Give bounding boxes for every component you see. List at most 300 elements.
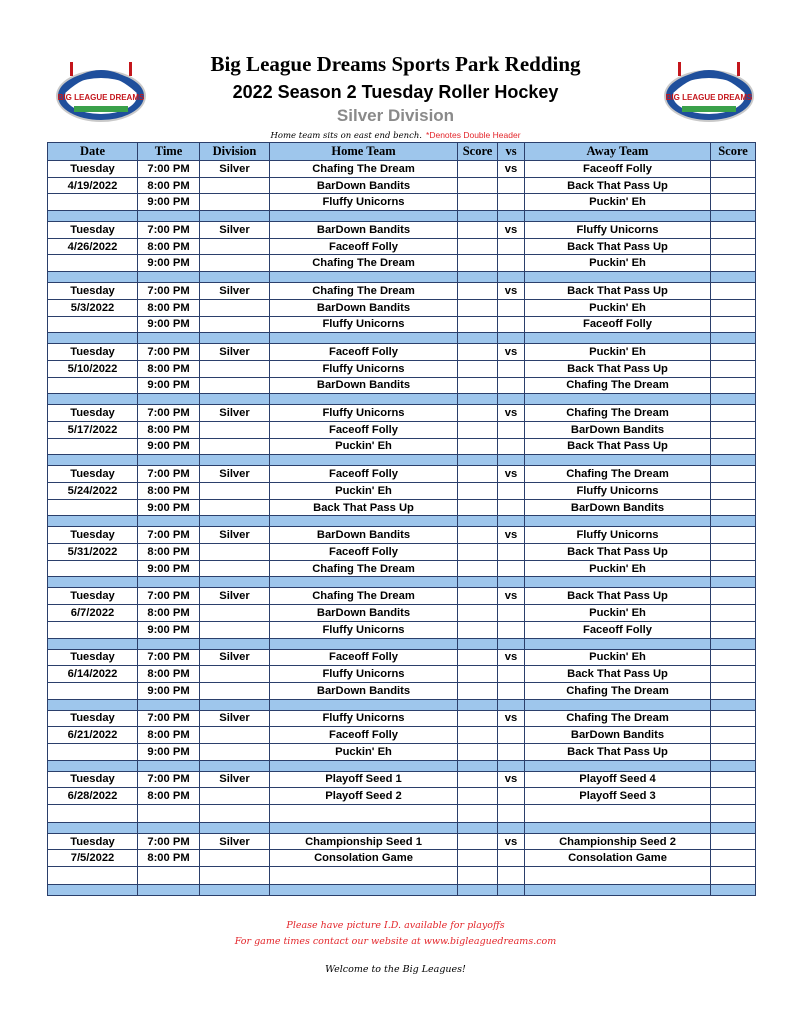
home-score-cell — [458, 605, 498, 622]
division-cell — [200, 743, 270, 760]
time-cell — [138, 805, 200, 823]
separator-cell — [200, 455, 270, 466]
away-score-cell — [711, 483, 756, 500]
home-score-cell — [458, 743, 498, 760]
separator-cell — [48, 455, 138, 466]
separator-cell — [498, 211, 525, 222]
separator-cell — [138, 822, 200, 833]
away-team-cell: Puckin' Eh — [525, 344, 711, 361]
separator-cell — [498, 577, 525, 588]
away-score-cell — [711, 255, 756, 272]
vs-cell: vs — [498, 588, 525, 605]
game-row — [48, 283, 756, 300]
away-team-cell: BarDown Bandits — [525, 727, 711, 744]
away-score-cell — [711, 788, 756, 805]
home-score-cell — [458, 727, 498, 744]
home-team-cell: Chafing The Dream — [270, 161, 458, 178]
division-cell — [200, 544, 270, 561]
vs-cell — [498, 727, 525, 744]
division-cell — [200, 788, 270, 805]
division-title: Silver Division — [336, 106, 455, 125]
division-cell — [200, 850, 270, 867]
vs-cell: vs — [498, 527, 525, 544]
home-score-cell — [458, 283, 498, 300]
division-cell: Silver — [200, 283, 270, 300]
away-team-cell: Back That Pass Up — [525, 743, 711, 760]
home-team-cell: Faceoff Folly — [270, 727, 458, 744]
game-row — [48, 466, 756, 483]
division-cell — [200, 194, 270, 211]
separator-cell — [270, 699, 458, 710]
separator-cell — [711, 272, 756, 283]
separator-cell — [138, 699, 200, 710]
separator-cell — [458, 822, 498, 833]
date-cell: Tuesday — [48, 222, 138, 239]
vs-cell — [498, 499, 525, 516]
away-score-cell — [711, 649, 756, 666]
time-cell: 7:00 PM — [138, 283, 200, 300]
home-team-cell: Chafing The Dream — [270, 255, 458, 272]
game-row — [48, 710, 756, 727]
date-cell: Tuesday — [48, 588, 138, 605]
date-cell: 6/14/2022 — [48, 666, 138, 683]
away-score-cell — [711, 316, 756, 333]
double-header-note: *Denotes Double Header — [426, 130, 521, 140]
website-note: For game times contact our website at www.bigleaguedreams.com — [234, 936, 557, 947]
separator-cell — [200, 822, 270, 833]
separator-cell — [200, 272, 270, 283]
time-cell: 8:00 PM — [138, 727, 200, 744]
time-cell: 9:00 PM — [138, 499, 200, 516]
home-team-cell: Faceoff Folly — [270, 544, 458, 561]
date-cell: 4/19/2022 — [48, 177, 138, 194]
away-team-cell — [525, 867, 711, 885]
away-score-cell — [711, 605, 756, 622]
separator-cell — [458, 884, 498, 895]
division-cell — [200, 360, 270, 377]
home-score-cell — [458, 299, 498, 316]
home-score-cell — [458, 222, 498, 239]
home-score-cell — [458, 499, 498, 516]
schedule-body — [48, 161, 756, 896]
col-home-score: Score — [458, 143, 498, 161]
home-team-cell: Faceoff Folly — [270, 466, 458, 483]
vs-cell — [498, 867, 525, 885]
separator-cell — [200, 394, 270, 405]
bench-note-text: Home team sits on east end bench. — [270, 131, 423, 141]
division-cell — [200, 682, 270, 699]
separator-cell — [200, 638, 270, 649]
game-row — [48, 771, 756, 788]
home-score-cell — [458, 316, 498, 333]
home-score-cell — [458, 788, 498, 805]
week-separator — [48, 699, 756, 710]
time-cell: 7:00 PM — [138, 771, 200, 788]
separator-cell — [525, 272, 711, 283]
separator-cell — [711, 760, 756, 771]
time-cell: 8:00 PM — [138, 605, 200, 622]
away-score-cell — [711, 727, 756, 744]
col-division: Division — [200, 143, 270, 161]
home-team-cell: BarDown Bandits — [270, 605, 458, 622]
separator-cell — [498, 884, 525, 895]
game-row — [48, 421, 756, 438]
separator-cell — [48, 884, 138, 895]
time-cell: 7:00 PM — [138, 833, 200, 850]
game-row — [48, 299, 756, 316]
header-row — [48, 143, 756, 161]
away-score-cell — [711, 850, 756, 867]
week-separator — [48, 638, 756, 649]
away-team-cell: Back That Pass Up — [525, 438, 711, 455]
time-cell: 8:00 PM — [138, 421, 200, 438]
division-cell: Silver — [200, 649, 270, 666]
away-team-cell: Playoff Seed 4 — [525, 771, 711, 788]
division-cell — [200, 867, 270, 885]
playoff-id-note: Please have picture I.D. available for playoffs — [286, 920, 505, 931]
division-cell — [200, 316, 270, 333]
separator-cell — [270, 760, 458, 771]
home-team-cell: Fluffy Unicorns — [270, 666, 458, 683]
division-cell: Silver — [200, 344, 270, 361]
bench-note — [0, 130, 791, 141]
date-cell: Tuesday — [48, 161, 138, 178]
home-score-cell — [458, 544, 498, 561]
game-row — [48, 588, 756, 605]
date-cell — [48, 867, 138, 885]
division-cell: Silver — [200, 588, 270, 605]
time-cell: 9:00 PM — [138, 438, 200, 455]
home-team-cell: Faceoff Folly — [270, 238, 458, 255]
separator-cell — [48, 394, 138, 405]
game-row — [48, 177, 756, 194]
time-cell: 7:00 PM — [138, 161, 200, 178]
col-date: Date — [48, 143, 138, 161]
separator-cell — [458, 455, 498, 466]
game-row — [48, 605, 756, 622]
time-cell: 9:00 PM — [138, 621, 200, 638]
time-cell: 9:00 PM — [138, 743, 200, 760]
home-score-cell — [458, 560, 498, 577]
division-cell — [200, 560, 270, 577]
separator-cell — [138, 394, 200, 405]
time-cell: 8:00 PM — [138, 177, 200, 194]
division-cell — [200, 177, 270, 194]
away-score-cell — [711, 588, 756, 605]
week-separator — [48, 884, 756, 895]
game-row — [48, 344, 756, 361]
home-score-cell — [458, 527, 498, 544]
away-score-cell — [711, 833, 756, 850]
home-team-cell: BarDown Bandits — [270, 177, 458, 194]
time-cell: 8:00 PM — [138, 850, 200, 867]
separator-cell — [270, 638, 458, 649]
col-home-team: Home Team — [270, 143, 458, 161]
vs-cell — [498, 177, 525, 194]
away-team-cell — [525, 805, 711, 823]
separator-cell — [270, 211, 458, 222]
separator-cell — [711, 455, 756, 466]
away-score-cell — [711, 161, 756, 178]
separator-cell — [48, 272, 138, 283]
vs-cell: vs — [498, 344, 525, 361]
vs-cell: vs — [498, 710, 525, 727]
time-cell: 8:00 PM — [138, 299, 200, 316]
game-row — [48, 560, 756, 577]
home-score-cell — [458, 255, 498, 272]
away-score-cell — [711, 867, 756, 885]
separator-cell — [711, 394, 756, 405]
date-cell — [48, 682, 138, 699]
separator-cell — [498, 760, 525, 771]
separator-cell — [711, 211, 756, 222]
vs-cell — [498, 788, 525, 805]
separator-cell — [525, 211, 711, 222]
separator-cell — [711, 822, 756, 833]
away-score-cell — [711, 360, 756, 377]
away-team-cell: Fluffy Unicorns — [525, 483, 711, 500]
separator-cell — [458, 516, 498, 527]
home-team-cell: BarDown Bandits — [270, 299, 458, 316]
away-score-cell — [711, 560, 756, 577]
date-cell — [48, 255, 138, 272]
home-team-cell: Playoff Seed 2 — [270, 788, 458, 805]
date-cell: 6/7/2022 — [48, 605, 138, 622]
time-cell: 9:00 PM — [138, 316, 200, 333]
away-team-cell: Back That Pass Up — [525, 177, 711, 194]
date-cell: 5/17/2022 — [48, 421, 138, 438]
separator-cell — [498, 272, 525, 283]
date-cell: 7/5/2022 — [48, 850, 138, 867]
separator-cell — [270, 394, 458, 405]
date-cell: Tuesday — [48, 283, 138, 300]
away-score-cell — [711, 621, 756, 638]
division-cell — [200, 483, 270, 500]
away-team-cell: Back That Pass Up — [525, 360, 711, 377]
col-vs: vs — [498, 143, 525, 161]
time-cell: 9:00 PM — [138, 255, 200, 272]
vs-cell — [498, 560, 525, 577]
vs-cell — [498, 666, 525, 683]
home-team-cell: Chafing The Dream — [270, 283, 458, 300]
time-cell: 7:00 PM — [138, 222, 200, 239]
separator-cell — [200, 699, 270, 710]
date-cell — [48, 499, 138, 516]
game-row — [48, 850, 756, 867]
game-row — [48, 238, 756, 255]
separator-cell — [458, 211, 498, 222]
away-team-cell: Chafing The Dream — [525, 405, 711, 422]
home-score-cell — [458, 833, 498, 850]
time-cell: 9:00 PM — [138, 560, 200, 577]
division-cell: Silver — [200, 771, 270, 788]
separator-cell — [711, 699, 756, 710]
separator-cell — [458, 333, 498, 344]
home-team-cell: Chafing The Dream — [270, 588, 458, 605]
separator-cell — [270, 455, 458, 466]
vs-cell — [498, 255, 525, 272]
season-title: 2022 Season 2 Tuesday Roller Hockey — [232, 82, 559, 102]
separator-cell — [458, 760, 498, 771]
separator-cell — [458, 699, 498, 710]
home-score-cell — [458, 850, 498, 867]
date-cell: Tuesday — [48, 771, 138, 788]
away-team-cell: Back That Pass Up — [525, 588, 711, 605]
away-team-cell: Back That Pass Up — [525, 283, 711, 300]
date-cell: Tuesday — [48, 649, 138, 666]
game-row — [48, 405, 756, 422]
away-team-cell: Faceoff Folly — [525, 161, 711, 178]
separator-cell — [711, 884, 756, 895]
time-cell: 8:00 PM — [138, 483, 200, 500]
date-cell: Tuesday — [48, 710, 138, 727]
home-team-cell: Fluffy Unicorns — [270, 621, 458, 638]
away-score-cell — [711, 544, 756, 561]
time-cell: 8:00 PM — [138, 788, 200, 805]
away-score-cell — [711, 771, 756, 788]
date-cell: 6/21/2022 — [48, 727, 138, 744]
game-row — [48, 649, 756, 666]
separator-cell — [138, 760, 200, 771]
division-cell: Silver — [200, 833, 270, 850]
week-separator — [48, 822, 756, 833]
game-row — [48, 544, 756, 561]
home-team-cell: Puckin' Eh — [270, 438, 458, 455]
vs-cell — [498, 682, 525, 699]
home-team-cell: Faceoff Folly — [270, 421, 458, 438]
away-team-cell: Fluffy Unicorns — [525, 527, 711, 544]
vs-cell — [498, 805, 525, 823]
home-score-cell — [458, 194, 498, 211]
away-team-cell: Fluffy Unicorns — [525, 222, 711, 239]
away-team-cell: Chafing The Dream — [525, 466, 711, 483]
game-row — [48, 666, 756, 683]
time-cell: 9:00 PM — [138, 377, 200, 394]
away-team-cell: BarDown Bandits — [525, 499, 711, 516]
home-team-cell: Puckin' Eh — [270, 743, 458, 760]
time-cell: 7:00 PM — [138, 710, 200, 727]
separator-cell — [138, 516, 200, 527]
home-score-cell — [458, 666, 498, 683]
separator-cell — [200, 884, 270, 895]
game-row — [48, 438, 756, 455]
vs-cell: vs — [498, 405, 525, 422]
week-separator — [48, 760, 756, 771]
away-score-cell — [711, 177, 756, 194]
separator-cell — [138, 211, 200, 222]
logo-text: BIG LEAGUE DREAMS — [57, 93, 145, 102]
division-cell — [200, 727, 270, 744]
col-time: Time — [138, 143, 200, 161]
home-team-cell: Championship Seed 1 — [270, 833, 458, 850]
game-row — [48, 222, 756, 239]
away-team-cell: BarDown Bandits — [525, 421, 711, 438]
vs-cell: vs — [498, 222, 525, 239]
division-cell — [200, 238, 270, 255]
vs-cell — [498, 850, 525, 867]
away-score-cell — [711, 710, 756, 727]
date-cell — [48, 560, 138, 577]
away-team-cell: Chafing The Dream — [525, 377, 711, 394]
division-cell: Silver — [200, 527, 270, 544]
vs-cell — [498, 360, 525, 377]
separator-cell — [711, 577, 756, 588]
separator-cell — [48, 211, 138, 222]
away-team-cell: Chafing The Dream — [525, 682, 711, 699]
game-row — [48, 161, 756, 178]
home-score-cell — [458, 344, 498, 361]
logo-text: BIG LEAGUE DREAMS — [665, 93, 753, 102]
home-score-cell — [458, 405, 498, 422]
game-row — [48, 255, 756, 272]
date-cell: 5/31/2022 — [48, 544, 138, 561]
home-score-cell — [458, 483, 498, 500]
vs-cell: vs — [498, 771, 525, 788]
separator-cell — [270, 822, 458, 833]
separator-cell — [525, 394, 711, 405]
vs-cell — [498, 483, 525, 500]
vs-cell: vs — [498, 283, 525, 300]
division-cell — [200, 805, 270, 823]
home-score-cell — [458, 177, 498, 194]
week-separator — [48, 333, 756, 344]
home-team-cell — [270, 805, 458, 823]
division-cell — [200, 605, 270, 622]
home-score-cell — [458, 621, 498, 638]
home-team-cell: Playoff Seed 1 — [270, 771, 458, 788]
date-cell: 4/26/2022 — [48, 238, 138, 255]
date-cell — [48, 316, 138, 333]
date-cell — [48, 194, 138, 211]
game-row — [48, 194, 756, 211]
game-row — [48, 527, 756, 544]
separator-cell — [48, 333, 138, 344]
home-score-cell — [458, 438, 498, 455]
vs-cell — [498, 421, 525, 438]
away-score-cell — [711, 666, 756, 683]
week-separator — [48, 394, 756, 405]
date-cell — [48, 438, 138, 455]
separator-cell — [525, 884, 711, 895]
date-cell: 5/10/2022 — [48, 360, 138, 377]
away-team-cell: Faceoff Folly — [525, 621, 711, 638]
vs-cell — [498, 299, 525, 316]
vs-cell — [498, 377, 525, 394]
home-score-cell — [458, 238, 498, 255]
away-team-cell: Puckin' Eh — [525, 255, 711, 272]
home-team-cell: Fluffy Unicorns — [270, 194, 458, 211]
time-cell: 7:00 PM — [138, 527, 200, 544]
separator-cell — [200, 333, 270, 344]
separator-cell — [498, 516, 525, 527]
separator-cell — [525, 516, 711, 527]
away-team-cell: Puckin' Eh — [525, 605, 711, 622]
division-cell — [200, 666, 270, 683]
vs-cell — [498, 238, 525, 255]
separator-cell — [138, 884, 200, 895]
home-team-cell: Fluffy Unicorns — [270, 405, 458, 422]
date-cell: Tuesday — [48, 527, 138, 544]
separator-cell — [525, 638, 711, 649]
date-cell: 5/24/2022 — [48, 483, 138, 500]
separator-cell — [138, 272, 200, 283]
separator-cell — [270, 516, 458, 527]
time-cell: 8:00 PM — [138, 238, 200, 255]
separator-cell — [498, 394, 525, 405]
vs-cell: vs — [498, 833, 525, 850]
date-cell — [48, 377, 138, 394]
away-team-cell: Consolation Game — [525, 850, 711, 867]
